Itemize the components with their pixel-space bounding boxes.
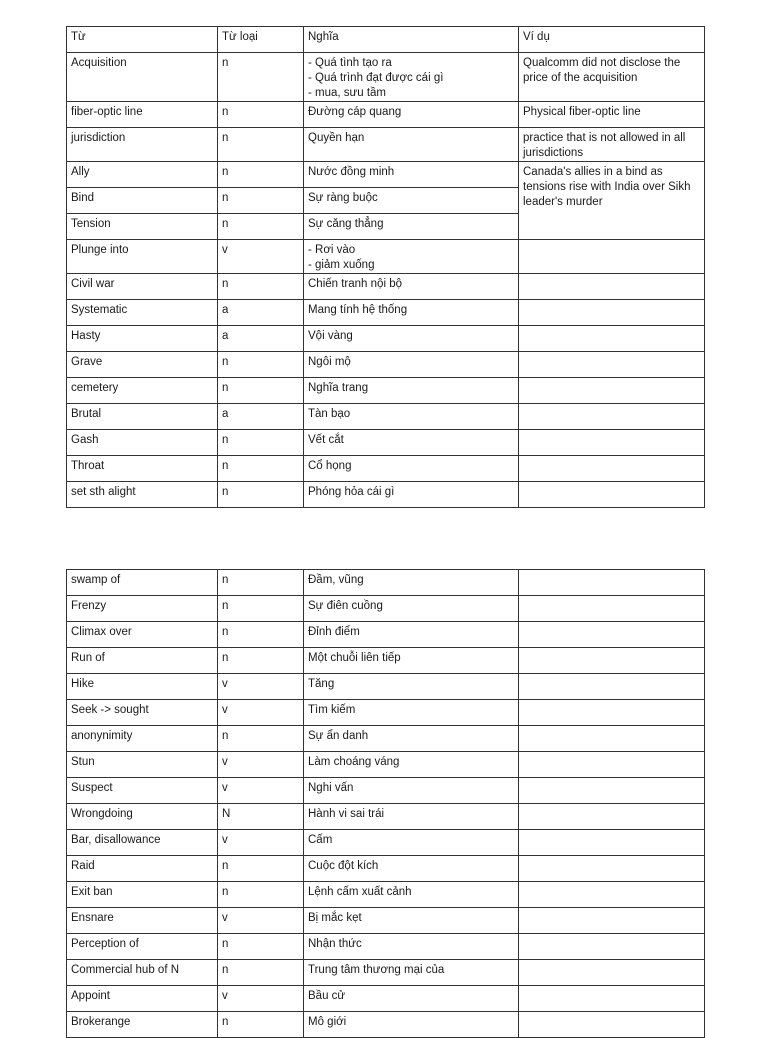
- example-cell: Physical fiber-optic line: [519, 102, 705, 128]
- meaning-cell: [304, 214, 519, 240]
- word-cell: Brokerange: [67, 1012, 218, 1038]
- meaning-cell: [304, 378, 519, 404]
- meaning-line: Tăng: [308, 678, 335, 690]
- example-cell: [519, 830, 705, 856]
- table-header-row: [67, 27, 705, 53]
- table-row: [67, 752, 705, 778]
- part-of-speech-cell: v: [218, 778, 304, 804]
- meaning-line: Sự ẩn danh: [308, 730, 369, 742]
- word-cell: Ensnare: [67, 908, 218, 934]
- meaning-line: Cuộc đột kích: [308, 860, 379, 872]
- meaning-cell: [304, 674, 519, 700]
- part-of-speech-cell: v: [218, 752, 304, 778]
- meaning-line: Trung tâm thương mại của: [308, 964, 445, 976]
- table-row: [67, 830, 705, 856]
- word-cell: Hike: [67, 674, 218, 700]
- example-cell: [519, 648, 705, 674]
- part-of-speech-cell: v: [218, 986, 304, 1012]
- example-cell: [519, 326, 705, 352]
- meaning-line: - giảm xuống: [308, 259, 375, 271]
- word-cell: Gash: [67, 430, 218, 456]
- table-row: [67, 456, 705, 482]
- table-row: [67, 162, 705, 188]
- meaning-cell: [304, 326, 519, 352]
- part-of-speech-cell: v: [218, 830, 304, 856]
- table-row: [67, 960, 705, 986]
- meaning-line: - mua, sưu tầm: [308, 87, 386, 99]
- meaning-line: Cấm: [308, 834, 333, 846]
- meaning-cell: [304, 240, 519, 274]
- part-of-speech-cell: n: [218, 162, 304, 188]
- word-cell: Civil war: [67, 274, 218, 300]
- word-cell: Commercial hub of N: [67, 960, 218, 986]
- part-of-speech-cell: n: [218, 482, 304, 508]
- meaning-line: - Quá trình đạt được cái gì: [308, 72, 444, 84]
- meaning-line: Lệnh cấm xuất cảnh: [308, 886, 412, 898]
- word-cell: anonynimity: [67, 726, 218, 752]
- example-cell: [519, 726, 705, 752]
- word-cell: Hasty: [67, 326, 218, 352]
- word-cell: Perception of: [67, 934, 218, 960]
- table-row: [67, 726, 705, 752]
- part-of-speech-cell: n: [218, 430, 304, 456]
- meaning-cell: [304, 352, 519, 378]
- meaning-line: Quyền hạn: [308, 132, 365, 144]
- meaning-line: - Quá tình tạo ra: [308, 57, 392, 69]
- table-row: [67, 352, 705, 378]
- word-cell: swamp of: [67, 570, 218, 596]
- word-cell: Grave: [67, 352, 218, 378]
- word-cell: Run of: [67, 648, 218, 674]
- table-row: [67, 53, 705, 102]
- word-cell: cemetery: [67, 378, 218, 404]
- part-of-speech-cell: n: [218, 570, 304, 596]
- meaning-line: Nghĩa trang: [308, 382, 369, 394]
- meaning-line: Vết cắt: [308, 434, 344, 446]
- meaning-cell: [304, 960, 519, 986]
- word-cell: Appoint: [67, 986, 218, 1012]
- table-row: [67, 404, 705, 430]
- meaning-line: Mang tính hệ thống: [308, 304, 408, 316]
- table-row: [67, 300, 705, 326]
- meaning-line: Hành vi sai trái: [308, 808, 385, 820]
- meaning-line: Sự điên cuồng: [308, 600, 383, 612]
- meaning-cell: [304, 404, 519, 430]
- meaning-line: Tàn bạo: [308, 408, 351, 420]
- word-cell: Ally: [67, 162, 218, 188]
- meaning-cell: [304, 102, 519, 128]
- meaning-cell: [304, 804, 519, 830]
- part-of-speech-cell: n: [218, 274, 304, 300]
- example-cell: [519, 274, 705, 300]
- example-cell: [519, 934, 705, 960]
- meaning-line: Đầm, vũng: [308, 574, 364, 586]
- part-of-speech-cell: n: [218, 622, 304, 648]
- part-of-speech-cell: v: [218, 908, 304, 934]
- meaning-cell: [304, 830, 519, 856]
- part-of-speech-cell: n: [218, 648, 304, 674]
- word-cell: Seek -> sought: [67, 700, 218, 726]
- meaning-line: Nhận thức: [308, 938, 362, 950]
- meaning-cell: [304, 752, 519, 778]
- table-row: [67, 596, 705, 622]
- example-cell: [519, 1012, 705, 1038]
- word-cell: Plunge into: [67, 240, 218, 274]
- meaning-line: Bị mắc kẹt: [308, 912, 362, 924]
- table-row: [67, 1012, 705, 1038]
- part-of-speech-cell: n: [218, 53, 304, 102]
- meaning-line: Đỉnh điểm: [308, 626, 360, 638]
- example-cell: [519, 596, 705, 622]
- word-cell: set sth alight: [67, 482, 218, 508]
- meaning-cell: [304, 53, 519, 102]
- meaning-cell: [304, 430, 519, 456]
- example-cell: [519, 622, 705, 648]
- vocabulary-table-2: [66, 569, 705, 1038]
- word-cell: Wrongdoing: [67, 804, 218, 830]
- example-cell: [519, 882, 705, 908]
- word-cell: jurisdiction: [67, 128, 218, 162]
- table-row: [67, 778, 705, 804]
- table-row: [67, 622, 705, 648]
- table-row: [67, 274, 705, 300]
- example-cell: Canada's allies in a bind as tensions rise with India over Sikh leader's murder: [519, 162, 705, 240]
- header-meaning: Nghĩa: [304, 27, 519, 53]
- meaning-line: Đường cáp quang: [308, 106, 402, 118]
- part-of-speech-cell: a: [218, 404, 304, 430]
- word-cell: fiber-optic line: [67, 102, 218, 128]
- part-of-speech-cell: v: [218, 674, 304, 700]
- part-of-speech-cell: a: [218, 300, 304, 326]
- table-row: [67, 700, 705, 726]
- table-row: [67, 240, 705, 274]
- part-of-speech-cell: n: [218, 456, 304, 482]
- part-of-speech-cell: n: [218, 102, 304, 128]
- meaning-cell: [304, 934, 519, 960]
- table-row: [67, 908, 705, 934]
- table-row: [67, 648, 705, 674]
- meaning-cell: [304, 700, 519, 726]
- meaning-cell: [304, 1012, 519, 1038]
- word-cell: Systematic: [67, 300, 218, 326]
- example-cell: [519, 456, 705, 482]
- example-cell: [519, 674, 705, 700]
- example-cell: [519, 778, 705, 804]
- table-row: [67, 378, 705, 404]
- table-row: [67, 804, 705, 830]
- example-cell: [519, 908, 705, 934]
- meaning-line: Nghi vấn: [308, 782, 354, 794]
- meaning-line: Sự ràng buộc: [308, 192, 378, 204]
- word-cell: Stun: [67, 752, 218, 778]
- meaning-cell: [304, 300, 519, 326]
- meaning-cell: [304, 648, 519, 674]
- example-cell: [519, 700, 705, 726]
- meaning-cell: [304, 128, 519, 162]
- example-cell: [519, 378, 705, 404]
- meaning-line: Tìm kiếm: [308, 704, 356, 716]
- part-of-speech-cell: a: [218, 326, 304, 352]
- part-of-speech-cell: v: [218, 240, 304, 274]
- meaning-line: Chiến tranh nội bộ: [308, 278, 402, 290]
- meaning-cell: [304, 778, 519, 804]
- meaning-cell: [304, 274, 519, 300]
- meaning-cell: [304, 162, 519, 188]
- word-cell: Frenzy: [67, 596, 218, 622]
- part-of-speech-cell: n: [218, 856, 304, 882]
- meaning-line: Ngôi mộ: [308, 356, 351, 368]
- part-of-speech-cell: n: [218, 882, 304, 908]
- meaning-line: Mô giới: [308, 1016, 347, 1028]
- header-part-of-speech: Từ loại: [218, 27, 304, 53]
- example-cell: [519, 430, 705, 456]
- table-row: [67, 430, 705, 456]
- table-row: [67, 934, 705, 960]
- meaning-line: Bầu cử: [308, 990, 346, 1002]
- table-row: [67, 128, 705, 162]
- word-cell: Bind: [67, 188, 218, 214]
- meaning-line: Một chuỗi liên tiếp: [308, 652, 401, 664]
- word-cell: Raid: [67, 856, 218, 882]
- meaning-line: Nước đồng minh: [308, 166, 395, 178]
- meaning-cell: [304, 622, 519, 648]
- part-of-speech-cell: n: [218, 960, 304, 986]
- example-cell: [519, 300, 705, 326]
- example-cell: [519, 570, 705, 596]
- meaning-line: Làm choáng váng: [308, 756, 400, 768]
- word-cell: Climax over: [67, 622, 218, 648]
- table-row: [67, 674, 705, 700]
- word-cell: Suspect: [67, 778, 218, 804]
- meaning-line: Vội vàng: [308, 330, 353, 342]
- part-of-speech-cell: n: [218, 352, 304, 378]
- meaning-line: Phóng hỏa cái gì: [308, 486, 395, 498]
- example-cell: [519, 856, 705, 882]
- meaning-cell: [304, 188, 519, 214]
- example-cell: [519, 404, 705, 430]
- meaning-cell: [304, 482, 519, 508]
- example-cell: [519, 482, 705, 508]
- part-of-speech-cell: n: [218, 188, 304, 214]
- word-cell: Exit ban: [67, 882, 218, 908]
- table-row: [67, 856, 705, 882]
- example-cell: [519, 240, 705, 274]
- meaning-line: Sự căng thẳng: [308, 218, 384, 230]
- meaning-line: - Rơi vào: [308, 244, 356, 256]
- word-cell: Tension: [67, 214, 218, 240]
- meaning-cell: [304, 986, 519, 1012]
- part-of-speech-cell: n: [218, 596, 304, 622]
- example-cell: [519, 352, 705, 378]
- header-example: Ví dụ: [519, 27, 705, 53]
- word-cell: Bar, disallowance: [67, 830, 218, 856]
- meaning-line: Cổ họng: [308, 460, 352, 472]
- vocabulary-table-2-body: [67, 570, 705, 1038]
- meaning-cell: [304, 570, 519, 596]
- table-row: [67, 482, 705, 508]
- part-of-speech-cell: n: [218, 1012, 304, 1038]
- meaning-cell: [304, 908, 519, 934]
- vocabulary-table-1-body: [67, 27, 705, 508]
- table-row: [67, 102, 705, 128]
- table-row: [67, 882, 705, 908]
- meaning-cell: [304, 726, 519, 752]
- example-cell: [519, 960, 705, 986]
- example-cell: practice that is not allowed in all jurisdictions: [519, 128, 705, 162]
- part-of-speech-cell: n: [218, 128, 304, 162]
- part-of-speech-cell: n: [218, 214, 304, 240]
- word-cell: Brutal: [67, 404, 218, 430]
- meaning-cell: [304, 456, 519, 482]
- word-cell: Throat: [67, 456, 218, 482]
- header-word: Từ: [67, 27, 218, 53]
- table-row: [67, 986, 705, 1012]
- part-of-speech-cell: N: [218, 804, 304, 830]
- part-of-speech-cell: n: [218, 726, 304, 752]
- part-of-speech-cell: n: [218, 378, 304, 404]
- part-of-speech-cell: v: [218, 700, 304, 726]
- example-cell: [519, 804, 705, 830]
- example-cell: [519, 752, 705, 778]
- meaning-cell: [304, 596, 519, 622]
- vocabulary-table-1: [66, 26, 705, 508]
- example-cell: Qualcomm did not disclose the price of the acquisition: [519, 53, 705, 102]
- part-of-speech-cell: n: [218, 934, 304, 960]
- table-row: [67, 326, 705, 352]
- meaning-cell: [304, 856, 519, 882]
- example-cell: [519, 986, 705, 1012]
- table-row: [67, 570, 705, 596]
- word-cell: Acquisition: [67, 53, 218, 102]
- meaning-cell: [304, 882, 519, 908]
